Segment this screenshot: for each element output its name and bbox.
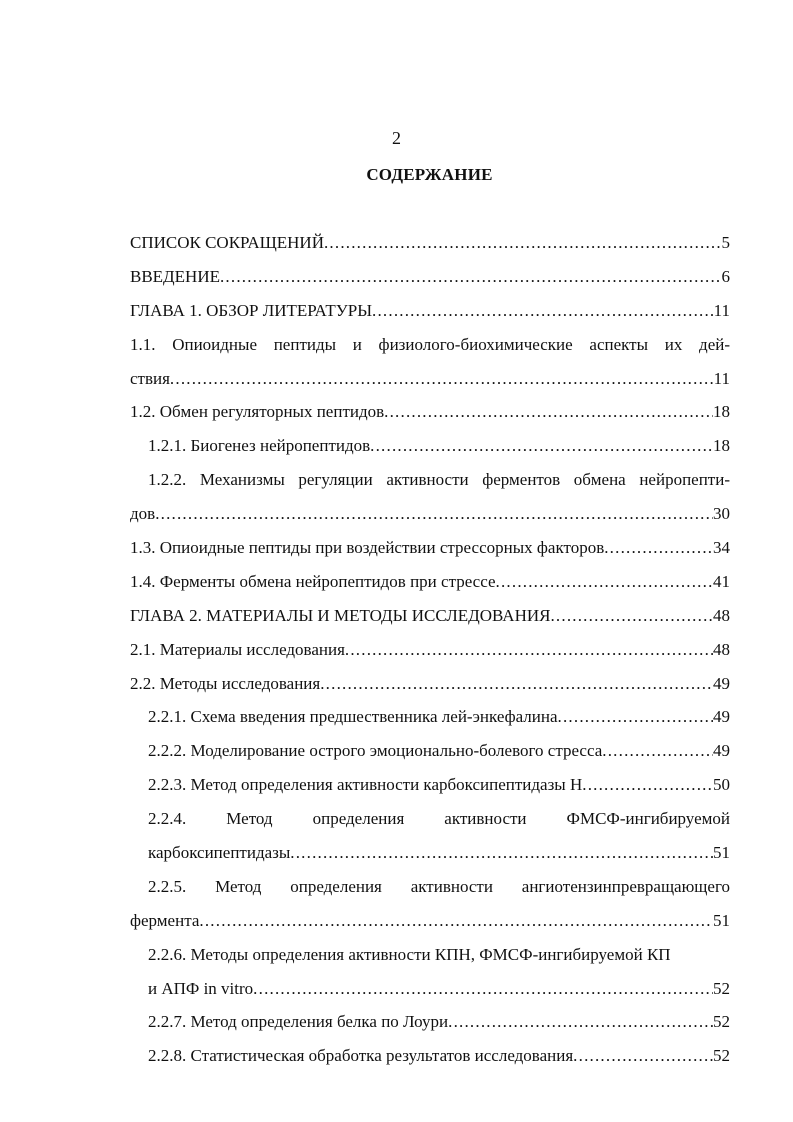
toc-dot-leader — [558, 700, 713, 734]
table-of-contents — [130, 226, 730, 1073]
toc-entry-2-2 — [130, 667, 730, 701]
toc-entry-1-2 — [130, 395, 730, 429]
toc-entry-text: 1.2. Обмен регуляторных пептидов — [130, 402, 385, 422]
toc-entry-page: 6 — [721, 266, 730, 286]
toc-entry-2-2-5 — [130, 904, 730, 938]
toc-title: СОДЕРЖАНИЕ — [366, 165, 493, 184]
toc-entry-text: 2.1. Материалы исследования — [130, 639, 345, 659]
toc-entry-text: 1.3. Опиоидные пептиды при воздействии стрессорных факторов — [130, 538, 605, 558]
toc-dot-leader — [199, 904, 713, 938]
toc-entry-text: 2.2.8. Статистическая обработка результатов исследования — [148, 1046, 574, 1066]
toc-entry-1-2-2 — [130, 497, 730, 531]
toc-entry-text: 2.2.7. Метод определения белка по Лоури — [148, 1012, 449, 1032]
toc-entry-page: 50 — [713, 775, 730, 795]
toc-entry-chapter-2 — [130, 599, 730, 633]
toc-entry-text: 1.2.1. Биогенез нейропептидов — [148, 436, 371, 456]
toc-entry-page: 48 — [713, 639, 730, 659]
toc-entry-page: 30 — [713, 504, 730, 524]
toc-dot-leader — [384, 395, 713, 429]
toc-entry-text: ГЛАВА 1. ОБЗОР ЛИТЕРАТУРЫ — [130, 300, 373, 320]
toc-entry-2-1 — [130, 633, 730, 667]
toc-dot-leader — [370, 429, 713, 463]
toc-entry-page: 41 — [713, 571, 730, 591]
toc-dot-leader — [496, 565, 713, 599]
toc-entry-2-2-3 — [130, 768, 730, 802]
toc-dot-leader — [582, 768, 713, 802]
toc-dot-leader — [290, 836, 713, 870]
toc-dot-leader — [550, 599, 713, 633]
toc-dot-leader — [324, 226, 722, 260]
toc-entry-1-2-1 — [130, 429, 730, 463]
toc-entry-2-2-4 — [130, 836, 730, 870]
toc-entry-text: 1.4. Ферменты обмена нейропептидов при стрессе — [130, 571, 496, 591]
toc-entry-text: 2.2.2. Моделирование острого эмоционально-болевого стресса — [148, 741, 603, 761]
toc-entry-chapter-1 — [130, 294, 730, 328]
toc-entry-text: ствия — [130, 368, 170, 388]
toc-entry-text: 2.2.1. Схема введения предшественника лей-энкефалина — [148, 707, 558, 727]
toc-entry-page: 52 — [713, 1046, 730, 1066]
toc-entry-page: 34 — [713, 538, 730, 558]
toc-entry-page: 52 — [713, 978, 730, 998]
toc-dot-leader — [604, 531, 713, 565]
toc-entry-page: 51 — [713, 843, 730, 863]
toc-entry-page: 52 — [713, 1012, 730, 1032]
toc-entry-text: ВВЕДЕНИЕ — [130, 266, 220, 286]
toc-entry-1-1 — [130, 362, 730, 396]
toc-entry-introduction — [130, 260, 730, 294]
toc-dot-leader — [602, 734, 713, 768]
toc-dot-leader — [573, 1039, 713, 1073]
toc-dot-leader — [372, 294, 714, 328]
toc-entry-2-2-6 — [130, 972, 730, 1006]
toc-entry-2-2-4-first-line: 2.2.4. Метод определения активности ФМСФ-ингибируемой — [148, 809, 730, 829]
toc-entry-text: 2.2. Методы исследования — [130, 673, 321, 693]
toc-entry-page: 5 — [721, 233, 730, 252]
toc-entry-text: фермента — [130, 910, 200, 930]
toc-entry-page: 11 — [713, 300, 730, 320]
toc-entry-page: 18 — [713, 436, 730, 456]
toc-entry-page: 49 — [713, 707, 730, 727]
toc-dot-leader — [170, 362, 714, 396]
toc-entry-1-3 — [130, 531, 730, 565]
toc-entry-2-2-1 — [130, 700, 730, 734]
page-number: 2 — [392, 128, 401, 148]
toc-entry-text: и АПФ in vitro — [148, 978, 254, 998]
toc-entry-page: 51 — [713, 910, 730, 930]
toc-entry-abbreviations — [130, 226, 730, 260]
toc-entry-page: 11 — [713, 368, 730, 388]
toc-entry-page: 49 — [713, 741, 730, 761]
toc-entry-text: СПИСОК СОКРАЩЕНИЙ — [130, 233, 324, 252]
toc-entry-text: 2.2.3. Метод определения активности карбоксипептидазы Н — [148, 775, 583, 795]
toc-entry-page: 49 — [713, 673, 730, 693]
toc-entry-text: дов — [130, 504, 156, 524]
toc-dot-leader — [220, 260, 722, 294]
toc-entry-2-2-7 — [130, 1005, 730, 1039]
toc-entry-2-2-5-first-line: 2.2.5. Метод определения активности ангиотензинпревращающего — [148, 876, 730, 896]
toc-entry-1-2-2-first-line: 1.2.2. Механизмы регуляции активности ферментов обмена нейропепти- — [148, 470, 730, 490]
toc-entry-2-2-8 — [130, 1039, 730, 1073]
toc-entry-1-4 — [130, 565, 730, 599]
toc-entry-2-2-6-first-line: 2.2.6. Методы определения активности КПН, ФМСФ-ингибируемой КП — [148, 944, 671, 964]
toc-dot-leader — [345, 633, 713, 667]
toc-dot-leader — [320, 667, 713, 701]
toc-entry-page: 48 — [713, 605, 730, 625]
toc-entry-2-2-2 — [130, 734, 730, 768]
toc-entry-text: ГЛАВА 2. МАТЕРИАЛЫ И МЕТОДЫ ИССЛЕДОВАНИЯ — [130, 605, 551, 625]
toc-dot-leader — [155, 497, 713, 531]
toc-entry-1-1-first-line: 1.1. Опиоидные пептиды и физиолого-биохимические аспекты их дей- — [130, 334, 730, 354]
toc-entry-page: 18 — [713, 402, 730, 422]
toc-dot-leader — [253, 972, 713, 1006]
toc-entry-text: карбоксипептидазы — [148, 843, 291, 863]
toc-dot-leader — [448, 1005, 713, 1039]
